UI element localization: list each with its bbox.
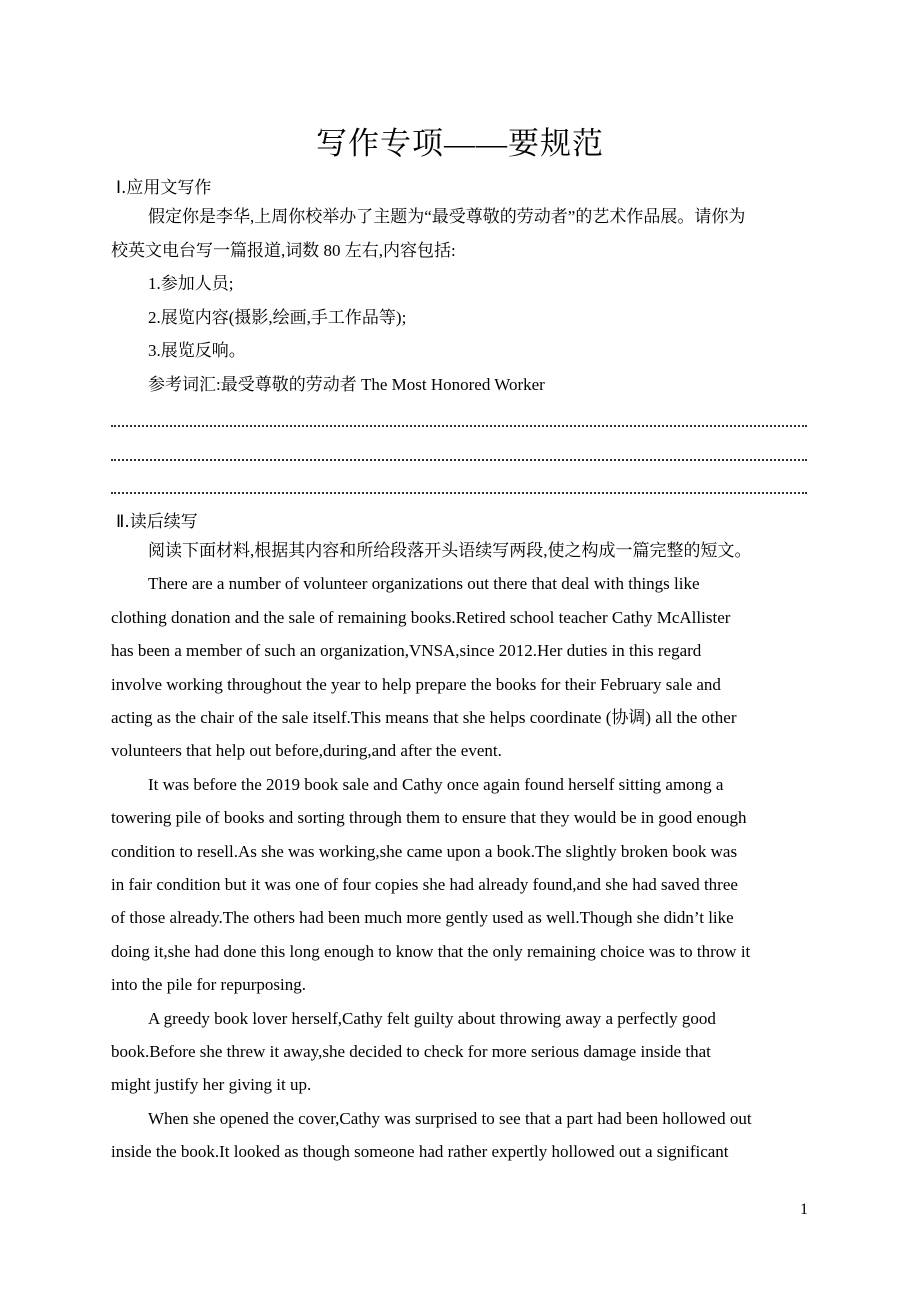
page-number: 1 (800, 1201, 808, 1218)
text-line: 假定你是李华,上周你校举办了主题为“最受尊敬的劳动者”的艺术作品展。请你为 (148, 207, 746, 226)
page-title: 写作专项——要规范 (316, 126, 604, 161)
text-line: towering pile of books and sorting through them to ensure that they would be in good enough (111, 808, 747, 828)
text-line: When she opened the cover,Cathy was surprised to see that a part had been hollowed out (148, 1108, 752, 1128)
answer-line (111, 459, 807, 461)
text-line: It was before the 2019 book sale and Cathy once again found herself sitting among a (148, 774, 724, 794)
text-line: 3.展览反响。 (148, 341, 246, 360)
section-heading-2: Ⅱ.读后续写 (116, 512, 198, 532)
text-line: There are a number of volunteer organizations out there that deal with things like (148, 574, 700, 594)
text-line: inside the book.It looked as though someone had rather expertly hollowed out a significant (111, 1142, 729, 1162)
text-line: clothing donation and the sale of remaining books.Retired school teacher Cathy McAllister (111, 607, 731, 627)
text-line: in fair condition but it was one of four copies she had already found,and she had saved three (111, 875, 738, 894)
text-line: doing it,she had done this long enough to know that the only remaining choice was to throw it (111, 941, 751, 961)
text-line: A greedy book lover herself,Cathy felt guilty about throwing away a perfectly good (148, 1008, 716, 1028)
text-line: has been a member of such an organization,VNSA,since 2012.Her duties in this regard (111, 641, 702, 661)
section-heading-1: Ⅰ.应用文写作 (116, 178, 212, 198)
text-line: of those already.The others had been much more gently used as well.Though she didn’t like (111, 908, 734, 928)
answer-line (111, 492, 807, 494)
text-line: 1.参加人员; (148, 274, 234, 293)
text-line: into the pile for repurposing. (111, 975, 306, 995)
text-line: might justify her giving it up. (111, 1075, 312, 1095)
text-line: book.Before she threw it away,she decided to check for more serious damage inside that (111, 1042, 711, 1061)
text-line: acting as the chair of the sale itself.This means that she helps coordinate (协调) all the other (111, 708, 737, 727)
text-line: involve working throughout the year to help prepare the books for their February sale and (111, 674, 721, 694)
answer-line (111, 425, 807, 427)
text-line: 校英文电台写一篇报道,词数 80 左右,内容包括: (111, 241, 456, 260)
text-line: 参考词汇:最受尊敬的劳动者 The Most Honored Worker (148, 375, 545, 394)
text-line: 2.展览内容(摄影,绘画,手工作品等); (148, 308, 407, 327)
text-line: condition to resell.As she was working,she came upon a book.The slightly broken book was (111, 841, 738, 861)
text-line: volunteers that help out before,during,and after the event. (111, 741, 502, 761)
text-line: 阅读下面材料,根据其内容和所给段落开头语续写两段,使之构成一篇完整的短文。 (148, 541, 752, 560)
